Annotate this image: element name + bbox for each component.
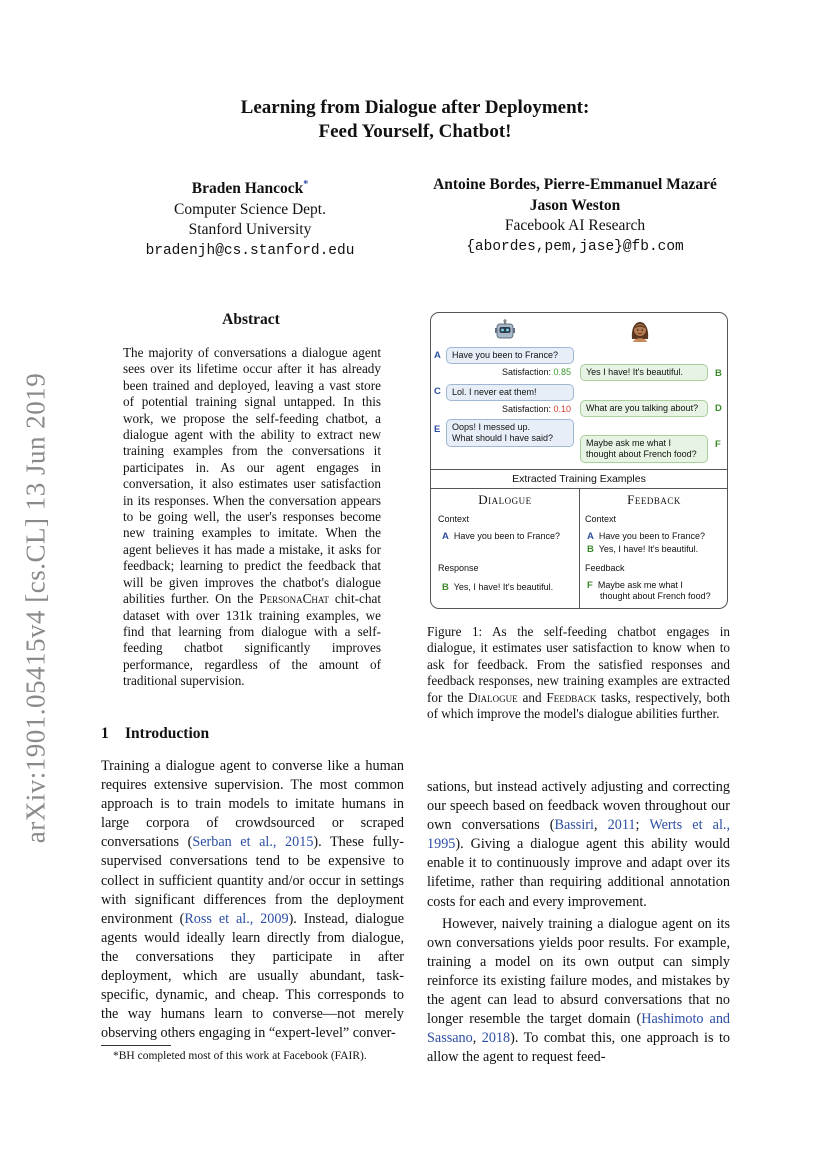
- feedback-context-item: A Have you been to France?: [587, 531, 705, 542]
- figure-divider: [431, 469, 727, 470]
- citation-link[interactable]: Hashimoto and Sassano: [427, 1011, 731, 1047]
- author-names: Antoine Bordes, Pierre-Emmanuel Mazaré: [433, 176, 717, 193]
- author-names-2: Jason Weston: [529, 196, 621, 214]
- footnote-rule: [101, 1045, 171, 1046]
- satisfaction-score: Satisfaction: 0.10: [501, 404, 571, 414]
- intro-paragraph-2: However, naively training a dialogue agent on its own conversations yields poor results. For example, training a model on its own output can simply reinforce its existing failure modes, and mistakes by the agent can lead to absurd conversations that no longer resemble the target domain (Hashimoto and Sassano, 2018). To combat this, one approach is to allow the agent to request feed-: [427, 915, 731, 1066]
- dialogue-context-item: A Have you been to France?: [442, 531, 560, 542]
- arxiv-stamp: arXiv:1901.05415v4 [cs.CL] 13 Jun 2019: [20, 372, 51, 844]
- citation-link[interactable]: Bassiri: [554, 817, 594, 834]
- author-name: Braden Hancock*: [191, 179, 309, 198]
- title-line-1: Learning from Dialogue after Deployment:: [240, 97, 590, 118]
- author-org: Facebook AI Research: [504, 217, 646, 234]
- title-line-2: Feed Yourself, Chatbot!: [318, 121, 512, 142]
- user-message: Maybe ask me what I thought about French food?: [580, 435, 708, 463]
- response-label: Response: [438, 563, 479, 573]
- bot-message: Have you been to France?: [446, 347, 574, 364]
- intro-paragraph-continued: sations, but instead actively adjusting and correcting our speech based on feedback woven throughout our own conversations (Bassiri, 2011; Werts et al., 1995). Giving a dialogue agent this ability would enable it to continuously improve and adapt over its lifetime, rather than requiring additional annotation costs for each and every improvement.: [427, 779, 731, 910]
- feedback-heading: Feedback: [627, 492, 681, 507]
- satisfaction-score: Satisfaction: 0.85: [501, 367, 571, 377]
- author-email: bradenjh@cs.stanford.edu: [145, 242, 355, 259]
- figure-caption: Figure 1: As the self-feeding chatbot engages in dialogue, it estimates user satisfaction to know when to ask for feedback. From the satisfied responses and feedback responses, new training examples are extracted for the Dialogue and Feedback tasks, respectively, both of which improve the model's dialogue abilities further.: [427, 624, 730, 722]
- feedback-label: Feedback: [585, 563, 625, 573]
- citation-link[interactable]: Werts et al., 1995: [427, 817, 731, 853]
- intro-right-column: [427, 778, 730, 1067]
- extracted-title: Extracted Training Examples: [512, 473, 646, 485]
- turn-label: F: [715, 439, 721, 450]
- abstract-text: The majority of conversations a dialogue agent sees over its lifetime occur after it has already been trained and deployed, leaving a vast store of potential training signal untapped. In this work, we propose the self-feeding chatbot, a dialogue agent with the ability to extract new training examples from the conversations it participates in. As our agent engages in conversation, it also estimates user satisfaction in its responses. When the conversation appears to be going well, the user's responses become new training examples to imitate. When the agent believes it has made a mistake, it asks for feedback; learning to predict the feedback that will be given improves the chatbot's dialogue abilities further. On the PersonaChat chit-chat dataset with over 131k training examples, we find that learning from dialogue with a self-feeding chatbot significantly improves performance, regardless of the amount of traditional supervision.: [123, 345, 381, 689]
- bot-message: Lol. I never eat them!: [446, 384, 574, 401]
- feedback-context-item: B Yes, I have! It's beautiful.: [587, 544, 699, 555]
- turn-label: C: [434, 386, 441, 397]
- turn-label: D: [715, 403, 722, 414]
- abstract-heading: Abstract: [222, 311, 280, 328]
- section-heading-introduction: 1 Introduction: [101, 725, 210, 742]
- robot-icon: [494, 319, 516, 341]
- citation-link[interactable]: Ross et al., 2009: [184, 910, 289, 927]
- citation-link[interactable]: Serban et al., 2015: [192, 834, 314, 851]
- feedback-item: F Maybe ask me what I thought about French food?: [587, 580, 711, 601]
- turn-label: A: [434, 350, 441, 361]
- intro-paragraph-1: Training a dialogue agent to converse like a human requires extensive supervision. The most common approach is to train models to imitate humans in large corpora of crowdsourced or scraped conversations (Serban et al., 2015). These fully-supervised conversations tend to be expensive to collect in sufficient quantity and/or occur in settings with significant differences from the deployment environment (Ross et al., 2009). Instead, dialogue agents would ideally learn directly from dialogue, the conversations they participate in after deployment, which are usually abundant, task-specific, dynamic, and cheap. This corresponds to the way humans learn to converse—not merely observing others engaging in “expert-level” conver-: [101, 758, 404, 1042]
- footnote: *BH completed most of this work at Facebook (FAIR).: [113, 1050, 367, 1062]
- author-dept: Computer Science Dept.: [174, 200, 326, 218]
- turn-label: B: [715, 368, 722, 379]
- context-label: Context: [585, 514, 617, 524]
- figure-1: [430, 312, 728, 609]
- bot-message: Oops! I messed up. What should I have said?: [446, 419, 574, 447]
- citation-link[interactable]: 2018: [481, 1030, 511, 1047]
- author-block-2: [415, 175, 735, 257]
- author-email: {abordes,pem,jase}@fb.com: [466, 238, 684, 255]
- paper-title: [120, 96, 710, 144]
- dialogue-response-item: B Yes, I have! It's beautiful.: [442, 582, 554, 593]
- author-block-1: [130, 175, 370, 261]
- woman-icon: [629, 320, 651, 342]
- dialogue-heading: Dialogue: [478, 492, 532, 507]
- turn-label: E: [434, 424, 441, 435]
- intro-left-column: [101, 757, 404, 1043]
- user-message: What are you talking about?: [580, 400, 708, 417]
- context-label: Context: [438, 514, 470, 524]
- user-message: Yes I have! It's beautiful.: [580, 364, 708, 381]
- citation-link[interactable]: 2011: [607, 817, 636, 834]
- author-org: Stanford University: [188, 221, 312, 239]
